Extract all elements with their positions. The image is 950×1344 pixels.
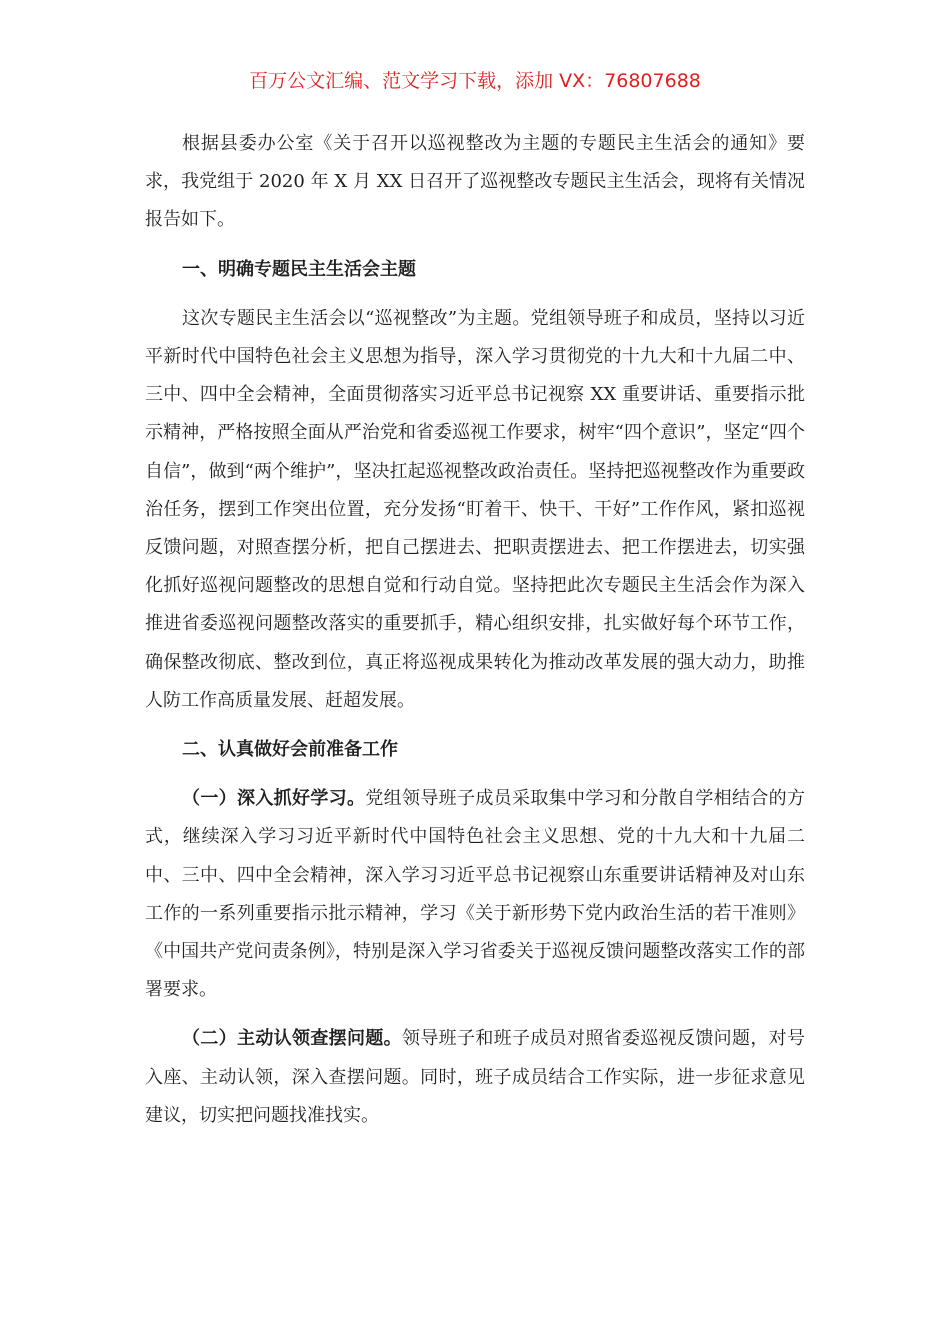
item-1-lead: （一）深入抓好学习。	[182, 788, 366, 810]
document-body	[145, 125, 805, 1135]
watermark-banner: 百万公文汇编、范文学习下载，添加 VX：76807688	[249, 70, 701, 92]
item-2-lead: （二）主动认领查摆问题。	[182, 1028, 402, 1050]
section-1-paragraph: 这次专题民主生活会以“巡视整改”为主题。党组领导班子和成员，坚持以习近平新时代中国特色社会主义思想为指导，深入学习贯彻党的十九大和十九届二中、三中、四中全会精神，全面贯彻落实习近平总书记视察 XX 重要讲话、重要指示批示精神，严格按照全面从严治党和省委巡视工作要求，树牢“四个意识”，坚定“四个自信”，做到“两个维护”，坚决扛起巡视整改政治责任。坚持把巡视整改作为重要政治任务，摆到工作突出位置，充分发扬“盯着干、快干、干好”工作作风，紧扣巡视反馈问题，对照查摆分析，把自己摆进去、把职责摆进去、把工作摆进去，切实强化抓好巡视问题整改的思想自觉和行动自觉。坚持把此次专题民主生活会作为深入推进省委巡视问题整改落实的重要抓手，精心组织安排，扎实做好每个环节工作，确保整改彻底、整改到位，真正将巡视成果转化为推动改革发展的强大动力，助推人防工作高质量发展、赶超发展。	[145, 307, 805, 711]
section-2-heading: 二、认真做好会前准备工作	[182, 739, 398, 761]
section-1-heading: 一、明确专题民主生活会主题	[182, 258, 416, 280]
item-1-text: 党组领导班子成员采取集中学习和分散自学相结合的方式，继续深入学习习近平新时代中国特色社会主义思想、党的十九大和十九届二中、三中、四中全会精神，深入学习习近平总书记视察山东重要讲话精神及对山东工作的一系列重要指示批示精神，学习《关于新形势下党内政治生活的若干准则》《中国共产党问责条例》，特别是深入学习省委关于巡视反馈问题整改落实工作的部署要求。	[145, 788, 806, 1001]
section-2-item-2	[145, 1020, 805, 1135]
item-2-text: 领导班子和班子成员对照省委巡视反馈问题，对号入座、主动认领，深入查摆问题。同时，班子成员结合工作实际，进一步征求意见建议，切实把问题找准找实。	[145, 1028, 805, 1126]
section-2-item-1	[145, 780, 805, 1009]
intro-paragraph: 根据县委办公室《关于召开以巡视整改为主题的专题民主生活会的通知》要求，我党组于 2020 年 X 月 XX 日召开了巡视整改专题民主生活会，现将有关情况报告如下。	[145, 133, 805, 231]
